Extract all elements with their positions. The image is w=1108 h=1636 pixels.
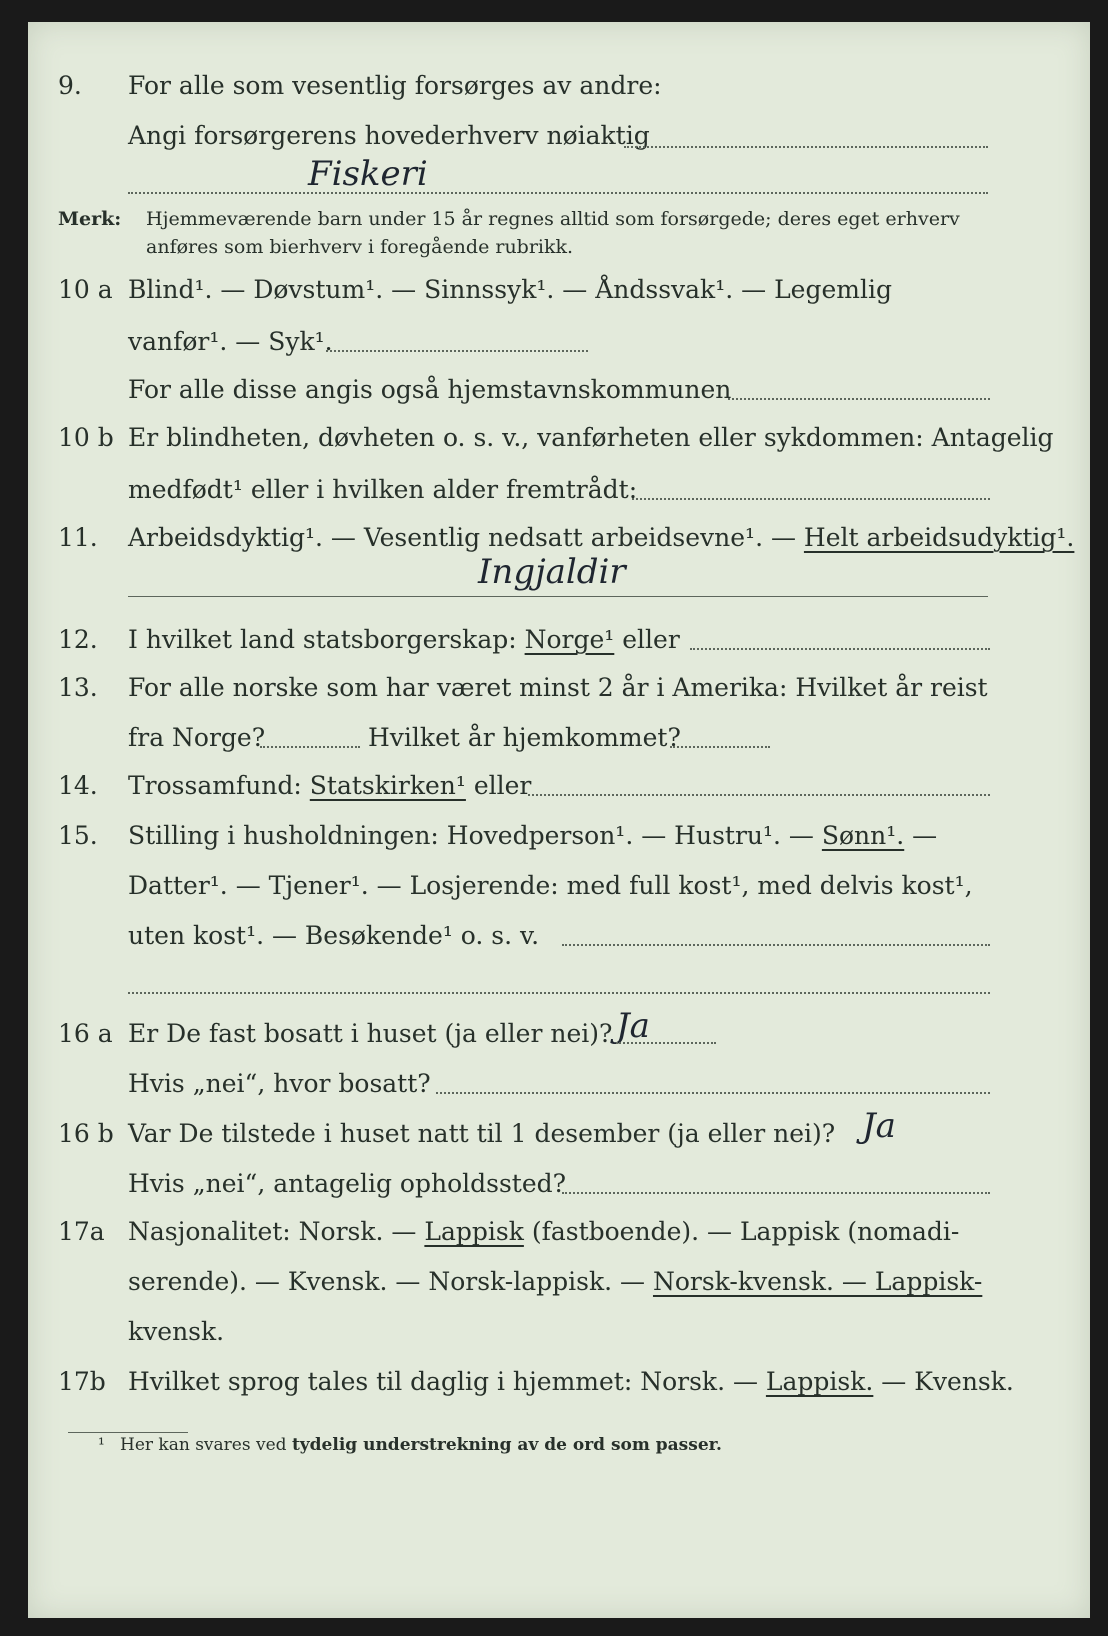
q17a-number: 17a (58, 1217, 105, 1246)
q15-selected-option: Sønn¹. (821, 821, 905, 850)
q12-row (28, 618, 1090, 662)
q15-line3: uten kost¹. — Besøkende¹ o. s. v. (128, 921, 540, 950)
q9-row (28, 64, 1090, 108)
q17a-selected-option: Norsk-kvensk. — Lappisk- (652, 1267, 983, 1296)
q17a-row2 (28, 1260, 1090, 1304)
q16b-line2: Hvis „nei“, antagelig opholdssted? (128, 1169, 567, 1198)
q10a-row2 (28, 320, 1090, 364)
q15-line2: Datter¹. — Tjener¹. — Losjerende: med full kost¹, med delvis kost¹, (128, 871, 973, 900)
footnote-text: Her kan svares ved (120, 1435, 292, 1455)
footnote-bold: tydelig understrekning av de ord som passer. (291, 1435, 722, 1455)
q13-line2a: fra Norge? (128, 723, 266, 752)
q10b-row2 (28, 468, 1090, 512)
q10a-number: 10 a (58, 275, 113, 304)
q14-or: eller (465, 771, 532, 800)
q15-row (28, 814, 1090, 858)
q17b-number: 17b (58, 1367, 106, 1396)
footnote-mark: ¹ (98, 1435, 105, 1455)
q13-answer-line2 (670, 746, 770, 748)
q10a-answer-line (326, 350, 588, 352)
q11-answer-line (128, 596, 988, 597)
q12-answer-line (690, 648, 990, 650)
q15-line1c: — (904, 821, 938, 850)
q13-line1: For alle norske som har været minst 2 år i Amerika: Hvilket år reist (128, 673, 988, 702)
merk-line2: anføres som bierhverv i foregående rubrikk. (146, 236, 574, 258)
q9-line1: For alle som vesentlig forsørges av andre: (128, 71, 662, 100)
q9-row2 (28, 114, 1090, 158)
q17a-row (28, 1210, 1090, 1254)
q17a-line1c: (fastboende). — Lappisk (nomadi- (523, 1217, 960, 1246)
q15-answer-line (562, 944, 990, 946)
q10b-number: 10 b (58, 423, 114, 452)
q11-handwritten-answer: Ingjaldir (478, 552, 626, 592)
q14-selected-option: Statskirken¹ (309, 771, 466, 800)
q14-row (28, 764, 1090, 808)
q11-selected-option: Helt arbeidsudyktig¹. (803, 523, 1075, 552)
q17b-row (28, 1360, 1090, 1404)
q14-number: 14. (58, 771, 98, 800)
q10b-line1: Er blindheten, døvheten o. s. v., vanførheten eller sykdommen: Antagelig (128, 423, 1054, 452)
q9-answer-line2 (128, 192, 988, 194)
q16b-row2 (28, 1162, 1090, 1206)
q17b-selected-option: Lappisk. (765, 1367, 874, 1396)
q13-answer-line1 (260, 746, 360, 748)
q12-text: I hvilket land statsborgerskap: (128, 625, 525, 654)
q13-row (28, 666, 1090, 710)
q10b-answer-line (632, 498, 990, 500)
q12-number: 12. (58, 625, 98, 654)
q16a-handwritten-answer: Ja (616, 1006, 650, 1046)
q16a-number: 16 a (58, 1019, 113, 1048)
q13-line2b: Hvilket år hjemkommet? (368, 723, 681, 752)
q15-number: 15. (58, 821, 98, 850)
q13-row2 (28, 716, 1090, 760)
q17a-struck-option: Lappisk (424, 1217, 524, 1246)
q17a-row3 (28, 1310, 1090, 1354)
q16a-row2 (28, 1062, 1090, 1106)
q15-line1a: Stilling i husholdningen: Hovedperson¹. — Hustru¹. — (128, 821, 822, 850)
q10a-row (28, 268, 1090, 312)
q10a-line1: Blind¹. — Døvstum¹. — Sinnssyk¹. — Åndssvak¹. — Legemlig (128, 275, 892, 304)
q15-row2 (28, 864, 1090, 908)
q16b-line1: Var De tilstede i huset natt til 1 desember (ja eller nei)? (128, 1119, 836, 1148)
q13-number: 13. (58, 673, 98, 702)
q16a-line2: Hvis „nei“, hvor bosatt? (128, 1069, 431, 1098)
q14-text: Trossamfund: (128, 771, 310, 800)
q16b-handwritten-answer: Ja (862, 1106, 896, 1146)
q10b-row (28, 416, 1090, 460)
q9-number: 9. (58, 71, 82, 100)
q10a-row3 (28, 368, 1090, 412)
q16a-answer-line2 (436, 1092, 990, 1094)
q16a-answer-line (616, 1042, 716, 1044)
q9-answer-line (624, 146, 988, 148)
q17b-text: Hvilket sprog tales til daglig i hjemmet: Norsk. — (128, 1367, 766, 1396)
merk-label: Merk: (58, 208, 122, 230)
q11-number: 11. (58, 523, 98, 552)
q14-answer-line (528, 794, 990, 796)
q17b-rest: — Kvensk. (873, 1367, 1014, 1396)
q17a-line3: kvensk. (128, 1317, 225, 1346)
q9-line2: Angi forsørgerens hovederhverv nøiaktig (128, 121, 650, 150)
q17a-line2a: serende). — Kvensk. — Norsk-lappisk. — (128, 1267, 653, 1296)
footnote-row (28, 1430, 1090, 1474)
q16b-answer-line (562, 1192, 990, 1194)
q16a-line1: Er De fast bosatt i huset (ja eller nei)? (128, 1019, 613, 1048)
q12-selected-option: Norge¹ (524, 625, 615, 654)
q12-or: eller (614, 625, 680, 654)
census-form-page (28, 22, 1090, 1618)
q11-line1a: Arbeidsdyktig¹. — Vesentlig nedsatt arbeidsevne¹. — (128, 523, 804, 552)
q10a-answer-line2 (728, 398, 990, 400)
q17a-line1a: Nasjonalitet: Norsk. — (128, 1217, 425, 1246)
q16b-row (28, 1112, 1090, 1156)
q16b-number: 16 b (58, 1119, 114, 1148)
q15-row3 (28, 914, 1090, 958)
q15-answer-line2 (128, 992, 990, 994)
q10a-line3: For alle disse angis også hjemstavnskommunen (128, 375, 732, 404)
q16a-row (28, 1012, 1090, 1056)
q10b-line2: medfødt¹ eller i hvilken alder fremtrådt: (128, 475, 638, 504)
q10a-line2: vanfør¹. — Syk¹. (128, 327, 333, 356)
q9-handwritten-answer: Fiskeri (308, 154, 428, 194)
merk-line1: Hjemmeværende barn under 15 år regnes alltid som forsørgede; deres eget erhverv (146, 208, 960, 230)
